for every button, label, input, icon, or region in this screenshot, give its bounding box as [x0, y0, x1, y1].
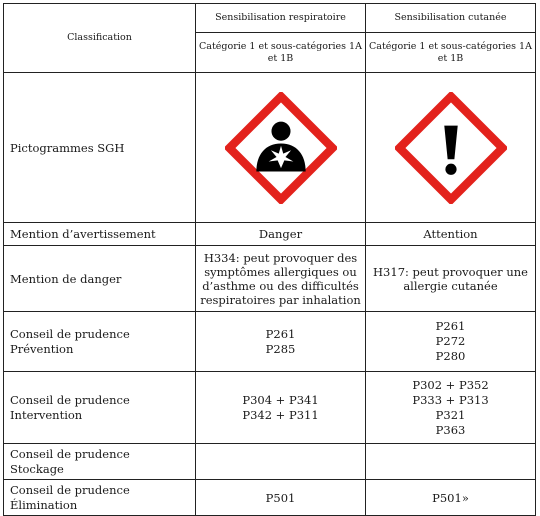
prevention-label-line1: Conseil de prudence — [10, 326, 130, 341]
signal-word-label: Mention d’avertissement — [4, 223, 196, 246]
precaution-code: P302 + P352 — [412, 377, 489, 392]
cutaneous-disposal-code: P501» — [366, 480, 536, 516]
storage-label-line2: Stockage — [10, 461, 64, 476]
precaution-code: P342 + P311 — [242, 407, 319, 422]
precaution-code: P321 — [435, 407, 466, 422]
response-label — [4, 372, 196, 444]
precaution-code: P261 — [435, 319, 466, 333]
classification-header: Classification — [4, 4, 196, 73]
cutaneous-signal-word: Attention — [366, 223, 536, 246]
response-label-line1: Conseil de prudence — [10, 392, 130, 407]
storage-label-line1: Conseil de prudence — [10, 446, 130, 461]
precaution-code: P272 — [435, 334, 466, 348]
respiratory-signal-word: Danger — [196, 223, 366, 246]
cutaneous-header: Sensibilisation cutanée — [366, 4, 536, 33]
response-label-line2: Intervention — [10, 407, 83, 422]
precaution-code: P285 — [265, 341, 296, 356]
disposal-label — [4, 480, 196, 516]
precaution-code: P280 — [435, 349, 466, 363]
respiratory-prevention-codes — [196, 312, 366, 372]
cutaneous-category: Catégorie 1 et sous-catégories 1A et 1B — [366, 33, 536, 73]
cutaneous-hazard-statement: H317: peut provoquer une allergie cutanée — [366, 246, 536, 312]
precaution-code: P363 — [435, 422, 466, 437]
respiratory-hazard-statement: H334: peut provoquer des symptômes allergiques ou d’asthme ou des difficultés respiratoires par inhalation — [196, 246, 366, 312]
cutaneous-pictogram-cell — [366, 73, 536, 223]
precaution-code: P261 — [265, 326, 296, 341]
storage-label — [4, 444, 196, 480]
health-hazard-icon — [225, 92, 337, 204]
prevention-label-line2: Prévention — [10, 341, 74, 356]
respiratory-disposal-code: P501 — [196, 480, 366, 516]
hazard-statement-label: Mention de danger — [4, 246, 196, 312]
precaution-code: P304 + P341 — [242, 392, 319, 407]
cutaneous-prevention-codes — [366, 312, 536, 372]
respiratory-response-codes — [196, 372, 366, 444]
respiratory-pictogram-cell — [196, 73, 366, 223]
ghs-classification-table — [3, 3, 536, 516]
disposal-label-line2: Élimination — [10, 497, 78, 512]
cutaneous-response-codes — [366, 372, 536, 444]
pictograms-label: Pictogrammes SGH — [4, 73, 196, 223]
disposal-label-line1: Conseil de prudence — [10, 482, 130, 497]
respiratory-category: Catégorie 1 et sous-catégories 1A et 1B — [196, 33, 366, 73]
precaution-code: P333 + P313 — [412, 392, 489, 407]
respiratory-storage-codes — [196, 444, 366, 480]
prevention-label — [4, 312, 196, 372]
exclamation-mark-icon — [395, 92, 507, 204]
respiratory-header: Sensibilisation respiratoire — [196, 4, 366, 33]
cutaneous-storage-codes — [366, 444, 536, 480]
